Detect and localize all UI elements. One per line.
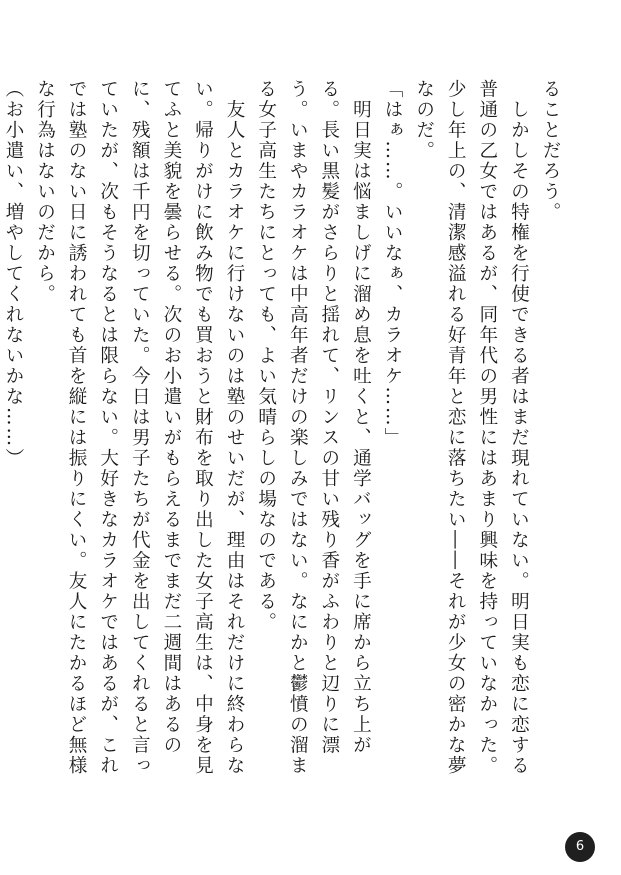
paragraph: 友人とカラオケに行けないのは塾のせいだが、理由はそれだけに終わらない。帰りがけに飲み物でも買おうと財布を取り出した女子高生は、中身を見てふと美貌を曇らせる。次のお小遣いがもらえるまでまだ二週間はあるのに、残額は千円を切っていた。今日は男子たちが代金を出してくれると言っていたが、次もそうなるとは限らない。大好きなカラオケではあるが、これでは塾のない日に誘われても首を縦には振りにくい。友人にたかるほど無様な行為はないのだから。 bbox=[34, 79, 246, 776]
page-number-badge: 6 bbox=[565, 832, 595, 862]
paragraph: ることだろう。 bbox=[540, 79, 561, 223]
dialogue-line: 「はぁ……。いいなぁ、カラオケ……」 bbox=[382, 79, 404, 448]
paragraph: 明日実は悩ましげに溜め息を吐くと、通学バッグを手に席から立ち上がる。長い黒髪がさらりと揺れて、リンスの甘い残り香がふわりと辺りに漂う。いまやカラオケは中高年者だけの楽しみではない。なにかと鬱憤の溜まる女子高生たちにとっても、よい気晴らしの場なのである。 bbox=[255, 79, 372, 776]
paragraph: しかしその特権を行使できる者はまだ現れていない。明日実も恋に恋する普通の乙女ではあるが、同年代の男性にはあまり興味を持っていなかった。少し年上の、清潔感溢れる好青年と恋に落ちたい――それが少女の密かな夢なのだ。 bbox=[413, 79, 530, 776]
vertical-text-body bbox=[2, 79, 566, 794]
inner-thought-line: （お小遣い、増やしてくれないかな……） bbox=[2, 79, 24, 469]
